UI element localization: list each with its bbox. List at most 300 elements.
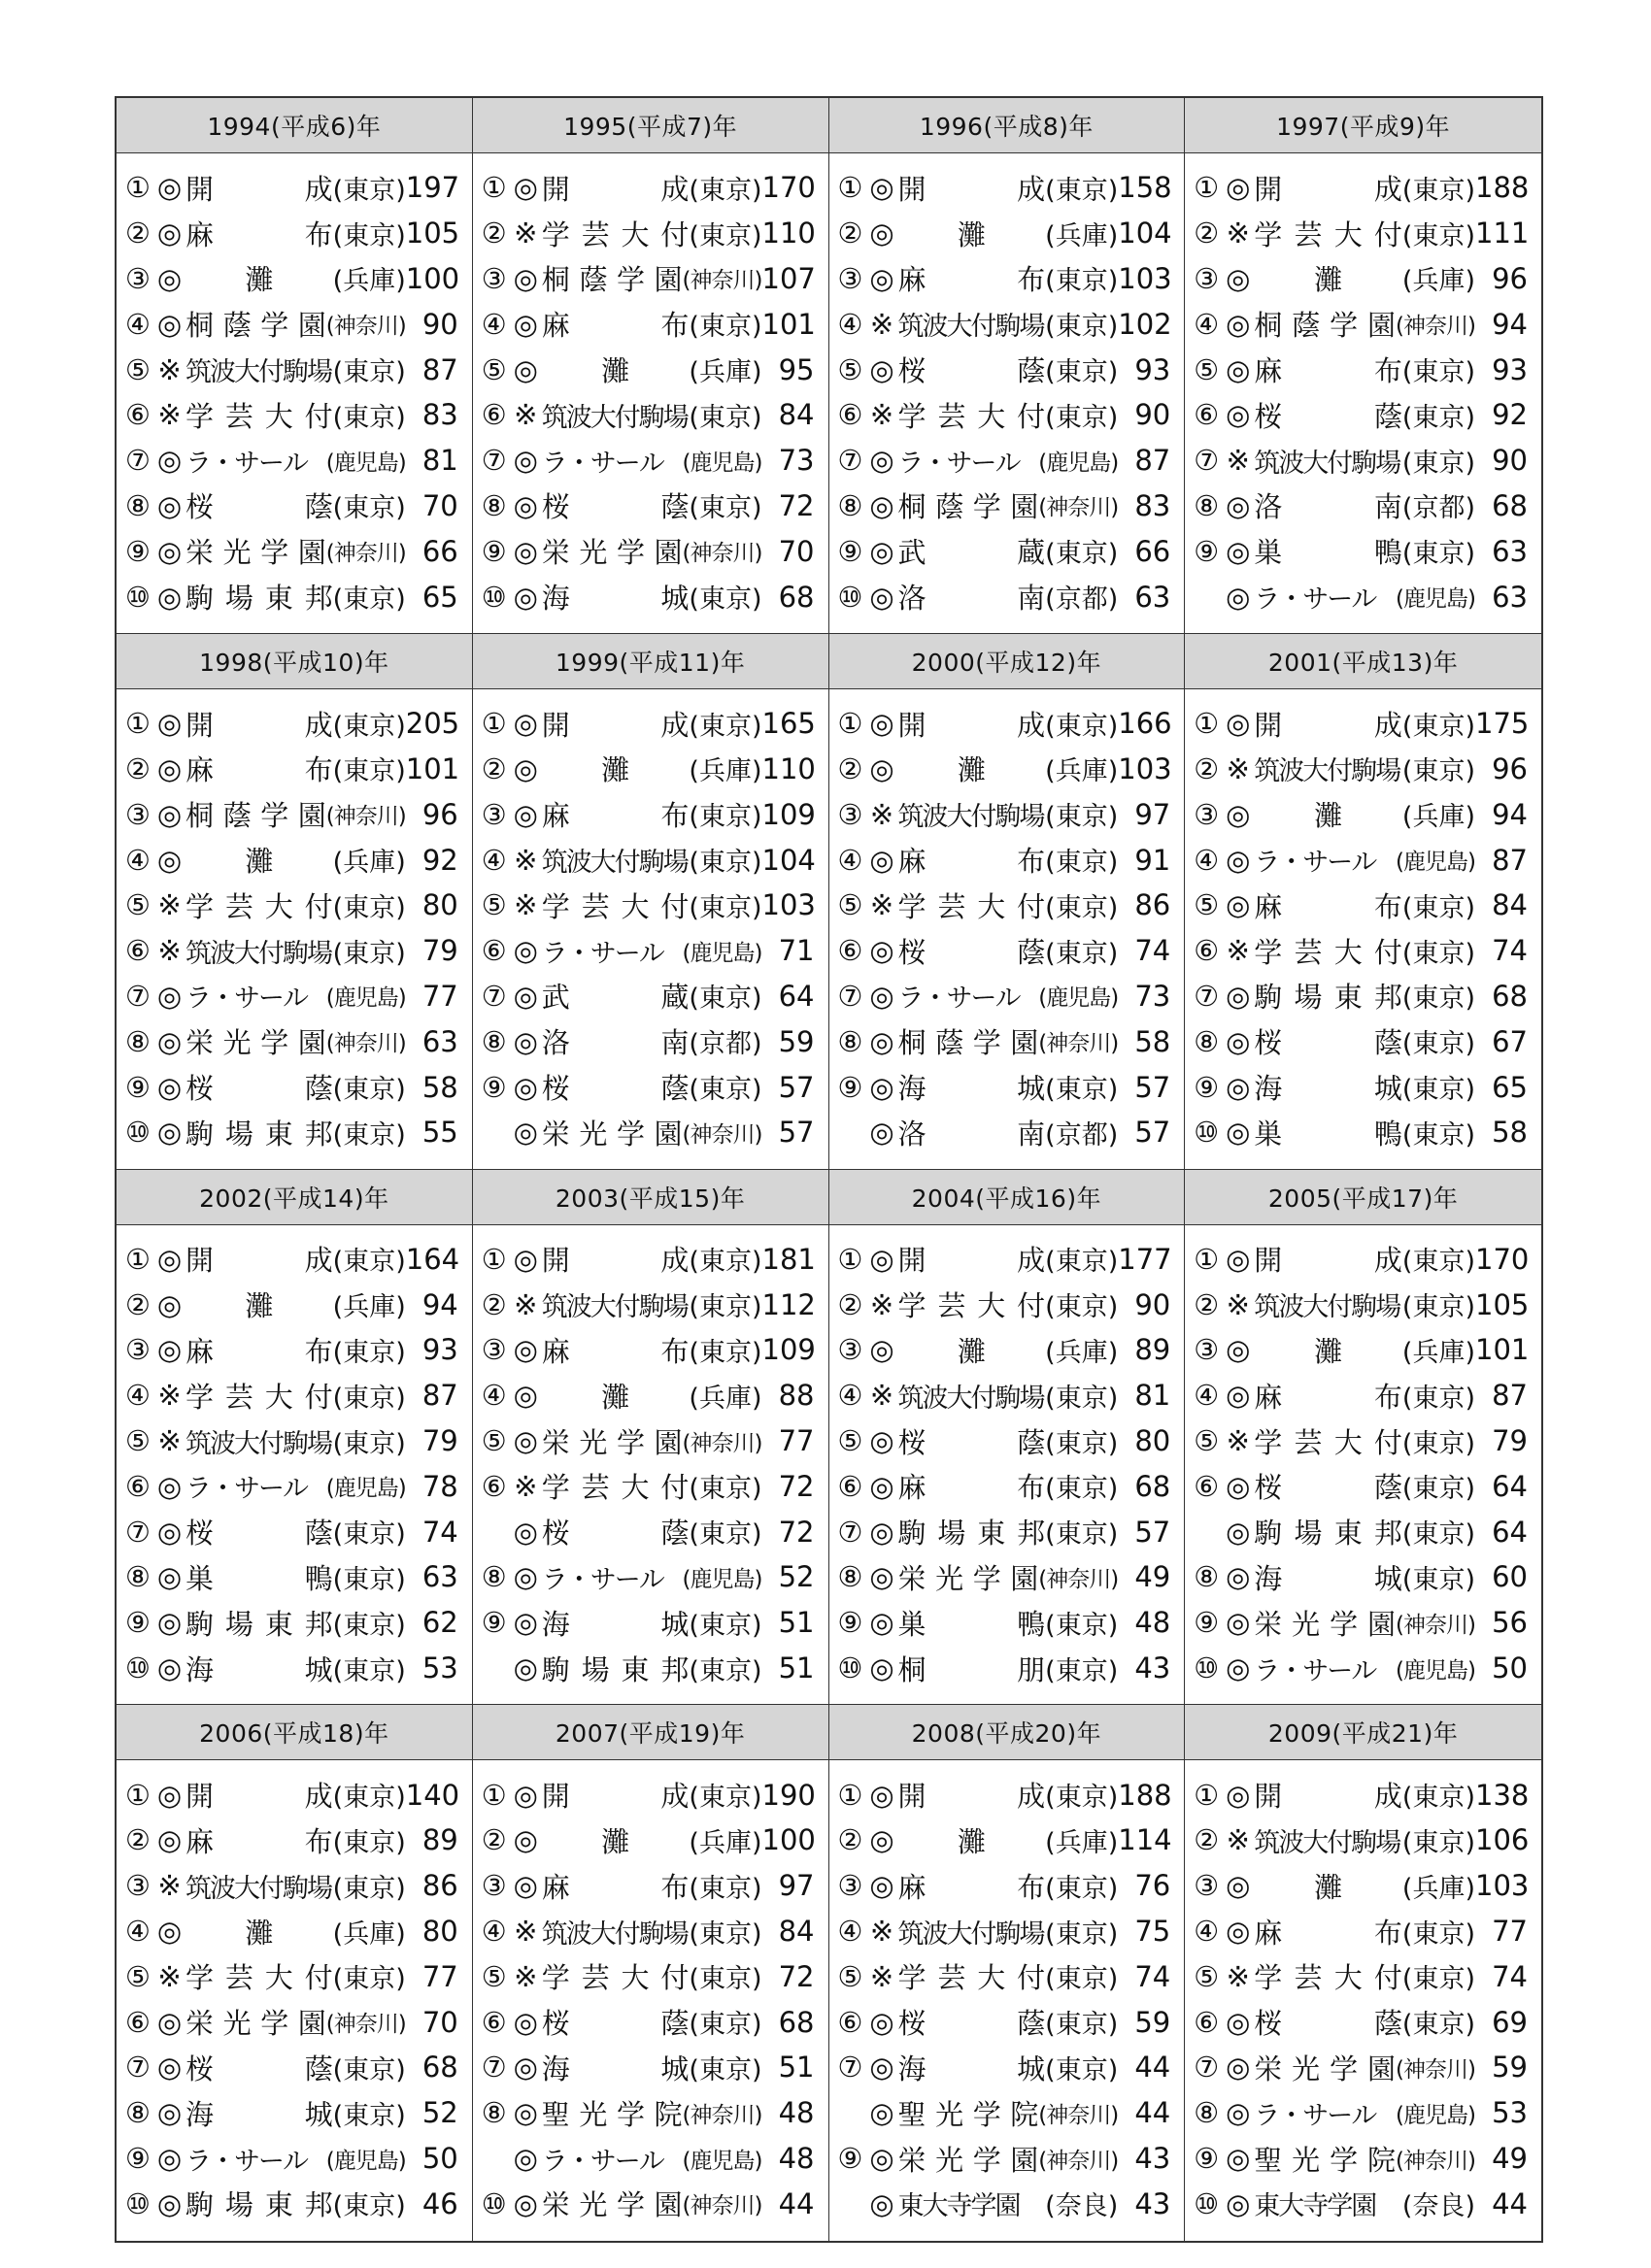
prefecture: (東京) <box>689 2010 762 2041</box>
school-name: 桜 蔭 <box>897 354 1046 388</box>
passer-count: 48 <box>778 2142 815 2176</box>
school-name: 駒 場 東 邦 <box>897 1517 1046 1551</box>
passer-count: 79 <box>421 934 458 968</box>
passer-count: 67 <box>1492 1024 1528 1058</box>
school-name: ラ ・ サ ー ル <box>541 2146 663 2177</box>
prefecture: (鹿児島) <box>1038 985 1119 1012</box>
ranking-row <box>1191 1463 1528 1509</box>
school-name: 筑 波 大 付 駒 場 <box>897 1383 1044 1414</box>
school-name: 駒 場 東 邦 <box>185 2188 333 2222</box>
school-type-mark: ※ <box>869 888 894 922</box>
passer-count: 68 <box>778 580 815 614</box>
prefecture: (鹿児島) <box>1396 586 1475 613</box>
school-type-mark: ◎ <box>156 1560 183 1594</box>
school-type-mark: ◎ <box>513 1823 538 1857</box>
ranking-row <box>122 1600 458 1646</box>
prefecture: (東京) <box>1401 1075 1475 1106</box>
passer-count: 110 <box>761 217 816 250</box>
ranking-row <box>835 747 1171 792</box>
prefecture: (東京) <box>689 1247 762 1278</box>
school-name: ラ ・ サ ー ル <box>1254 1655 1376 1686</box>
rank-number: ⑦ <box>837 444 863 478</box>
rank-number: ④ <box>1194 843 1220 877</box>
ranking-row <box>835 1018 1171 1064</box>
rank-number: ⑩ <box>1194 1651 1220 1685</box>
school-type-mark: ◎ <box>869 2051 894 2085</box>
passer-count: 109 <box>761 1333 816 1367</box>
prefecture: (鹿児島) <box>325 450 406 476</box>
prefecture: (東京) <box>332 1428 406 1459</box>
school-name: 桐 朋 <box>897 1652 1046 1686</box>
passer-count: 102 <box>1118 307 1172 341</box>
school-name: 海 城 <box>185 1652 333 1686</box>
school-type-mark: ※ <box>869 1287 894 1321</box>
school-name: 学 芸 大 付 <box>897 399 1046 433</box>
rank-number: ② <box>837 217 863 250</box>
school-type-mark: ◎ <box>156 979 183 1013</box>
prefecture: (東京) <box>689 493 762 524</box>
passer-count: 101 <box>761 307 816 341</box>
school-type-mark: ◎ <box>1226 1024 1251 1058</box>
rank-number: ④ <box>125 1915 151 1949</box>
ranking-row <box>835 347 1171 392</box>
passer-count: 170 <box>1475 1242 1530 1276</box>
school-name: 開 成 <box>897 1780 1046 1814</box>
school-type-mark: ◎ <box>156 1778 183 1812</box>
school-type-mark: ◎ <box>513 1778 538 1812</box>
prefecture: (東京) <box>1045 892 1119 923</box>
passer-count: 72 <box>778 1469 815 1503</box>
prefecture: (東京) <box>1401 1119 1475 1151</box>
rank-number: ② <box>125 217 151 250</box>
school-type-mark: ◎ <box>869 352 894 386</box>
passer-count: 68 <box>421 2051 458 2085</box>
school-name: 筑 波 大 付 駒 場 <box>897 802 1044 833</box>
ranking-list <box>829 153 1185 633</box>
school-type-mark: ◎ <box>869 1469 894 1503</box>
ranking-row <box>835 211 1171 256</box>
ranking-row <box>479 1463 815 1509</box>
ranking-row <box>835 1953 1171 1999</box>
ranking-row <box>479 347 815 392</box>
school-name: ラ ・ サ ー ル <box>541 938 663 969</box>
school-type-mark: ◎ <box>513 1651 538 1685</box>
passer-count: 74 <box>1492 1959 1528 1993</box>
passer-count: 140 <box>405 1778 460 1812</box>
rank-number: ⑤ <box>1194 1959 1220 1993</box>
school-type-mark: ◎ <box>1226 979 1251 1013</box>
passer-count: 80 <box>1134 1424 1171 1458</box>
rank-number: ⑥ <box>1194 398 1220 432</box>
prefecture: (東京) <box>689 1873 762 1904</box>
rank-number: ⑦ <box>481 2051 507 2085</box>
school-name: 東 大 寺 学 園 <box>1254 2191 1376 2222</box>
passer-count: 107 <box>761 261 816 295</box>
rank-number: ⑧ <box>837 1024 863 1058</box>
ranking-row <box>122 574 458 619</box>
rank-number: ⑨ <box>125 1606 151 1640</box>
school-name: 駒 場 東 邦 <box>1254 1517 1402 1551</box>
passer-count: 177 <box>1118 1242 1172 1276</box>
school-type-mark: ※ <box>1226 217 1250 250</box>
passer-count: 65 <box>1492 1070 1528 1104</box>
rank-number: ② <box>1194 751 1220 785</box>
rank-number: ⑤ <box>481 1959 507 1993</box>
school-name: ラ ・ サ ー ル <box>185 1474 307 1505</box>
rank-number: ⑩ <box>1194 1116 1220 1150</box>
school-name: ラ ・ サ ー ル <box>1254 584 1376 616</box>
school-name: 開 成 <box>541 1244 690 1278</box>
school-type-mark: ◎ <box>869 751 894 785</box>
school-name: 栄 光 学 園 <box>541 2188 683 2222</box>
ranking-row <box>835 1509 1171 1554</box>
school-name: 筑 波 大 付 駒 場 <box>1254 1827 1400 1858</box>
year-cell <box>473 1170 829 1706</box>
school-type-mark: ◎ <box>156 797 183 831</box>
rank-number: ④ <box>481 843 507 877</box>
school-type-mark: ◎ <box>156 1915 183 1949</box>
school-name: 開 成 <box>185 172 333 206</box>
school-name: 灘 <box>1314 799 1343 833</box>
passer-count: 59 <box>1492 2051 1528 2085</box>
passer-count: 49 <box>1492 2142 1528 2176</box>
ranking-row <box>835 928 1171 974</box>
school-name: 桐 蔭 学 園 <box>541 263 683 297</box>
passer-count: 57 <box>1134 1116 1171 1150</box>
rank-number: ⑦ <box>1194 2051 1220 2085</box>
passer-count: 96 <box>1492 751 1528 785</box>
ranking-row <box>122 1237 458 1283</box>
school-name: 聖 光 学 院 <box>541 2097 683 2131</box>
rank-number: ③ <box>1194 1869 1220 1903</box>
passer-count: 70 <box>421 2005 458 2039</box>
passer-count: 165 <box>761 707 816 741</box>
school-name: 開 成 <box>541 172 690 206</box>
school-type-mark: ※ <box>869 398 894 432</box>
rank-number: ⑥ <box>125 2005 151 2039</box>
passer-count: 63 <box>421 1024 458 1058</box>
school-type-mark: ※ <box>869 1915 894 1949</box>
school-type-mark: ◎ <box>513 1024 538 1058</box>
prefecture: (鹿児島) <box>325 985 406 1012</box>
school-name: 栄 光 学 園 <box>541 1425 683 1459</box>
rank-number: ⑩ <box>837 1651 863 1685</box>
school-name: 麻 布 <box>185 753 333 787</box>
school-type-mark: ◎ <box>869 1242 894 1276</box>
school-name: 筑 波 大 付 駒 場 <box>541 1918 688 1950</box>
school-type-mark: ◎ <box>1226 171 1251 205</box>
school-type-mark: ※ <box>514 1287 538 1321</box>
school-name: 麻 布 <box>897 845 1046 879</box>
ranking-row <box>122 1646 458 1691</box>
ranking-row <box>122 1373 458 1418</box>
rank-number: ⑨ <box>481 534 507 568</box>
school-name: 桜 蔭 <box>1254 1471 1402 1505</box>
ranking-row <box>479 2090 815 2136</box>
ranking-row <box>1191 1110 1528 1155</box>
school-type-mark: ◎ <box>1226 580 1251 614</box>
prefecture: (東京) <box>1045 711 1119 742</box>
ranking-row <box>1191 1237 1528 1283</box>
prefecture: (東京) <box>689 1337 762 1368</box>
school-name: 麻 布 <box>1254 1380 1402 1414</box>
prefecture: (京都) <box>689 1029 762 1060</box>
ranking-row <box>122 1110 458 1155</box>
school-type-mark: ◎ <box>156 580 183 614</box>
school-type-mark: ※ <box>157 934 182 968</box>
school-type-mark: ◎ <box>1226 398 1251 432</box>
rank-number: ⑦ <box>1194 979 1220 1013</box>
passer-count: 63 <box>1492 580 1528 614</box>
school-type-mark: ◎ <box>1226 2186 1251 2220</box>
school-type-mark: ◎ <box>869 1424 894 1458</box>
ranking-row <box>835 1373 1171 1418</box>
prefecture: (東京) <box>332 1247 406 1278</box>
prefecture: (神奈川) <box>325 2012 406 2038</box>
school-name: 麻 布 <box>541 1334 690 1368</box>
school-name: 筑 波 大 付 駒 場 <box>1254 756 1400 787</box>
school-name: 栄 光 学 園 <box>185 536 326 570</box>
ranking-row <box>1191 2136 1528 2182</box>
ranking-row <box>835 2045 1171 2090</box>
passer-count: 58 <box>421 1070 458 1104</box>
passer-count: 114 <box>1118 1823 1172 1857</box>
school-type-mark: ◎ <box>513 2051 538 2085</box>
school-name: 桐 蔭 学 園 <box>897 1026 1039 1060</box>
ranking-row <box>479 791 815 837</box>
school-type-mark: ◎ <box>869 979 894 1013</box>
ranking-row <box>1191 974 1528 1019</box>
passer-count: 89 <box>1134 1333 1171 1367</box>
prefecture: (神奈川) <box>1038 1566 1119 1592</box>
rank-number: ③ <box>125 1869 151 1903</box>
passer-count: 59 <box>778 1024 815 1058</box>
school-type-mark: ◎ <box>869 2186 894 2220</box>
passer-count: 75 <box>1134 1915 1171 1949</box>
ranking-row <box>122 1909 458 1954</box>
prefecture: (東京) <box>1045 2010 1119 2041</box>
prefecture: (東京) <box>1045 1918 1119 1950</box>
prefecture: (東京) <box>1045 357 1119 388</box>
prefecture: (東京) <box>689 402 762 433</box>
ranking-list <box>1185 689 1541 1169</box>
ranking-row <box>122 1064 458 1110</box>
passer-count: 138 <box>1475 1778 1530 1812</box>
ranking-row <box>1191 883 1528 928</box>
passer-count: 105 <box>1475 1287 1530 1321</box>
school-type-mark: ※ <box>514 843 538 877</box>
ranking-row <box>1191 2045 1528 2090</box>
prefecture: (東京) <box>332 493 406 524</box>
prefecture: (東京) <box>689 312 762 343</box>
school-name: 学 芸 大 付 <box>1254 1961 1402 1995</box>
passer-count: 83 <box>421 398 458 432</box>
year-cell <box>829 1705 1186 2241</box>
prefecture: (京都) <box>1045 584 1119 616</box>
ranking-row <box>1191 438 1528 484</box>
rank-number: ⑧ <box>481 2096 507 2130</box>
school-name: 栄 光 学 園 <box>897 1561 1039 1595</box>
school-name: 海 城 <box>1254 1561 1402 1595</box>
school-name: 駒 場 東 邦 <box>1254 981 1402 1015</box>
prefecture: (鹿児島) <box>1038 450 1119 476</box>
passer-count: 77 <box>421 1959 458 1993</box>
school-type-mark: ※ <box>514 1959 538 1993</box>
school-type-mark: ◎ <box>513 797 538 831</box>
school-type-mark: ◎ <box>869 1651 894 1685</box>
prefecture: (東京) <box>1401 1383 1475 1414</box>
school-name: ラ ・ サ ー ル <box>1254 848 1376 879</box>
prefecture: (東京) <box>1401 1564 1475 1595</box>
year-header: 2008(平成20)年 <box>829 1705 1185 1760</box>
school-type-mark: ※ <box>157 1959 182 1993</box>
year-header: 1998(平成10)年 <box>117 634 472 689</box>
ranking-row <box>835 791 1171 837</box>
year-header: 2005(平成17)年 <box>1185 1170 1541 1225</box>
school-type-mark: ◎ <box>156 171 183 205</box>
school-name: 栄 光 学 園 <box>1254 2051 1397 2085</box>
prefecture: (鹿児島) <box>1396 2102 1475 2128</box>
passer-count: 93 <box>421 1333 458 1367</box>
school-type-mark: ◎ <box>869 2096 894 2130</box>
prefecture: (東京) <box>1401 1964 1475 1995</box>
school-name: 桜 蔭 <box>897 935 1046 969</box>
prefecture: (神奈川) <box>682 1121 762 1148</box>
prefecture: (東京) <box>1401 1519 1475 1551</box>
ranking-row <box>835 1110 1171 1155</box>
passer-count: 78 <box>421 1469 458 1503</box>
school-name: 学 芸 大 付 <box>541 889 690 923</box>
rank-number: ④ <box>125 1379 151 1413</box>
ranking-row <box>1191 791 1528 837</box>
ranking-row <box>1191 1600 1528 1646</box>
rank-number: ⑤ <box>1194 888 1220 922</box>
school-type-mark: ◎ <box>156 1515 183 1549</box>
passer-count: 52 <box>778 1560 815 1594</box>
rank-number: ⑧ <box>837 1560 863 1594</box>
school-type-mark: ◎ <box>869 1778 894 1812</box>
prefecture: (兵庫) <box>1401 1337 1475 1368</box>
rank-number: ④ <box>481 1379 507 1413</box>
ranking-row <box>122 301 458 347</box>
rank-number: ③ <box>125 797 151 831</box>
school-type-mark: ◎ <box>513 1116 538 1150</box>
passer-count: 90 <box>1492 444 1528 478</box>
year-header: 2003(平成15)年 <box>473 1170 828 1225</box>
school-type-mark: ※ <box>1226 1959 1250 1993</box>
school-type-mark: ※ <box>1226 1823 1250 1857</box>
prefecture: (神奈川) <box>1038 495 1119 521</box>
ranking-row <box>835 1418 1171 1464</box>
prefecture: (東京) <box>332 1383 406 1414</box>
prefecture: (東京) <box>332 1119 406 1151</box>
rank-number: ① <box>481 1242 507 1276</box>
rank-number: ③ <box>837 1333 863 1367</box>
school-type-mark: ◎ <box>156 2096 183 2130</box>
school-name: 灘 <box>1314 1870 1343 1904</box>
prefecture: (兵庫) <box>332 1292 406 1323</box>
ranking-row <box>479 928 815 974</box>
passer-count: 92 <box>421 843 458 877</box>
ranking-row <box>479 1953 815 1999</box>
school-name: 栄 光 学 園 <box>185 2007 326 2041</box>
school-type-mark: ◎ <box>1226 1469 1251 1503</box>
school-type-mark: ◎ <box>513 534 538 568</box>
school-name: 桜 蔭 <box>541 1072 690 1106</box>
ranking-row <box>1191 484 1528 529</box>
prefecture: (東京) <box>332 938 406 969</box>
school-name: 麻 布 <box>897 1870 1046 1904</box>
rank-number: ⑥ <box>837 934 863 968</box>
school-type-mark: ◎ <box>513 934 538 968</box>
rank-number: ② <box>125 1823 151 1857</box>
rank-number: ② <box>1194 1823 1220 1857</box>
school-type-mark: ◎ <box>1226 1560 1251 1594</box>
ranking-row <box>835 2136 1171 2182</box>
prefecture: (鹿児島) <box>682 940 762 966</box>
ranking-row <box>1191 1999 1528 2045</box>
school-name: 麻 布 <box>185 1824 333 1858</box>
school-type-mark: ◎ <box>869 261 894 295</box>
prefecture: (東京) <box>1401 1918 1475 1950</box>
school-name: 学 芸 大 付 <box>897 1961 1046 1995</box>
ranking-row <box>479 301 815 347</box>
school-name: 武 蔵 <box>541 981 690 1015</box>
ranking-row <box>122 2181 458 2226</box>
rank-number: ⑦ <box>481 444 507 478</box>
rank-number: ⑧ <box>481 1560 507 1594</box>
passer-count: 87 <box>1492 1379 1528 1413</box>
school-type-mark: ◎ <box>156 2186 183 2220</box>
prefecture: (神奈川) <box>682 2102 762 2128</box>
school-name: 学 芸 大 付 <box>897 1289 1046 1323</box>
ranking-row <box>835 2181 1171 2226</box>
rank-number: ② <box>481 1287 507 1321</box>
school-name: 開 成 <box>897 1244 1046 1278</box>
rank-number: ③ <box>125 1333 151 1367</box>
year-header: 2001(平成13)年 <box>1185 634 1541 689</box>
prefecture: (兵庫) <box>689 1383 762 1414</box>
school-type-mark: ※ <box>514 1915 538 1949</box>
prefecture: (兵庫) <box>689 357 762 388</box>
ranking-row <box>479 165 815 211</box>
school-type-mark: ◎ <box>1226 1070 1251 1104</box>
school-type-mark: ◎ <box>1226 488 1251 522</box>
rank-number: ⑨ <box>1194 2142 1220 2176</box>
ranking-row <box>479 1327 815 1373</box>
prefecture: (東京) <box>1401 175 1475 206</box>
prefecture: (東京) <box>332 1655 406 1686</box>
school-name: 筑 波 大 付 駒 場 <box>897 312 1044 343</box>
school-type-mark: ◎ <box>513 444 538 478</box>
school-type-mark: ※ <box>157 1379 182 1413</box>
year-header: 2006(平成18)年 <box>117 1705 472 1760</box>
school-type-mark: ◎ <box>1226 2142 1251 2176</box>
school-name: 灘 <box>245 1289 274 1323</box>
rank-number: ② <box>481 751 507 785</box>
prefecture: (東京) <box>332 1783 406 1814</box>
passer-count: 68 <box>1492 488 1528 522</box>
ranking-row <box>1191 1018 1528 1064</box>
rank-number: ② <box>1194 1287 1220 1321</box>
school-name: 桐 蔭 学 園 <box>1254 309 1397 343</box>
ranking-row <box>1191 165 1528 211</box>
rank-number: ⑤ <box>837 352 863 386</box>
year-header: 1997(平成9)年 <box>1185 98 1541 153</box>
school-name: 桜 蔭 <box>541 1517 690 1551</box>
passer-count: 96 <box>1492 261 1528 295</box>
ranking-row <box>1191 1282 1528 1327</box>
